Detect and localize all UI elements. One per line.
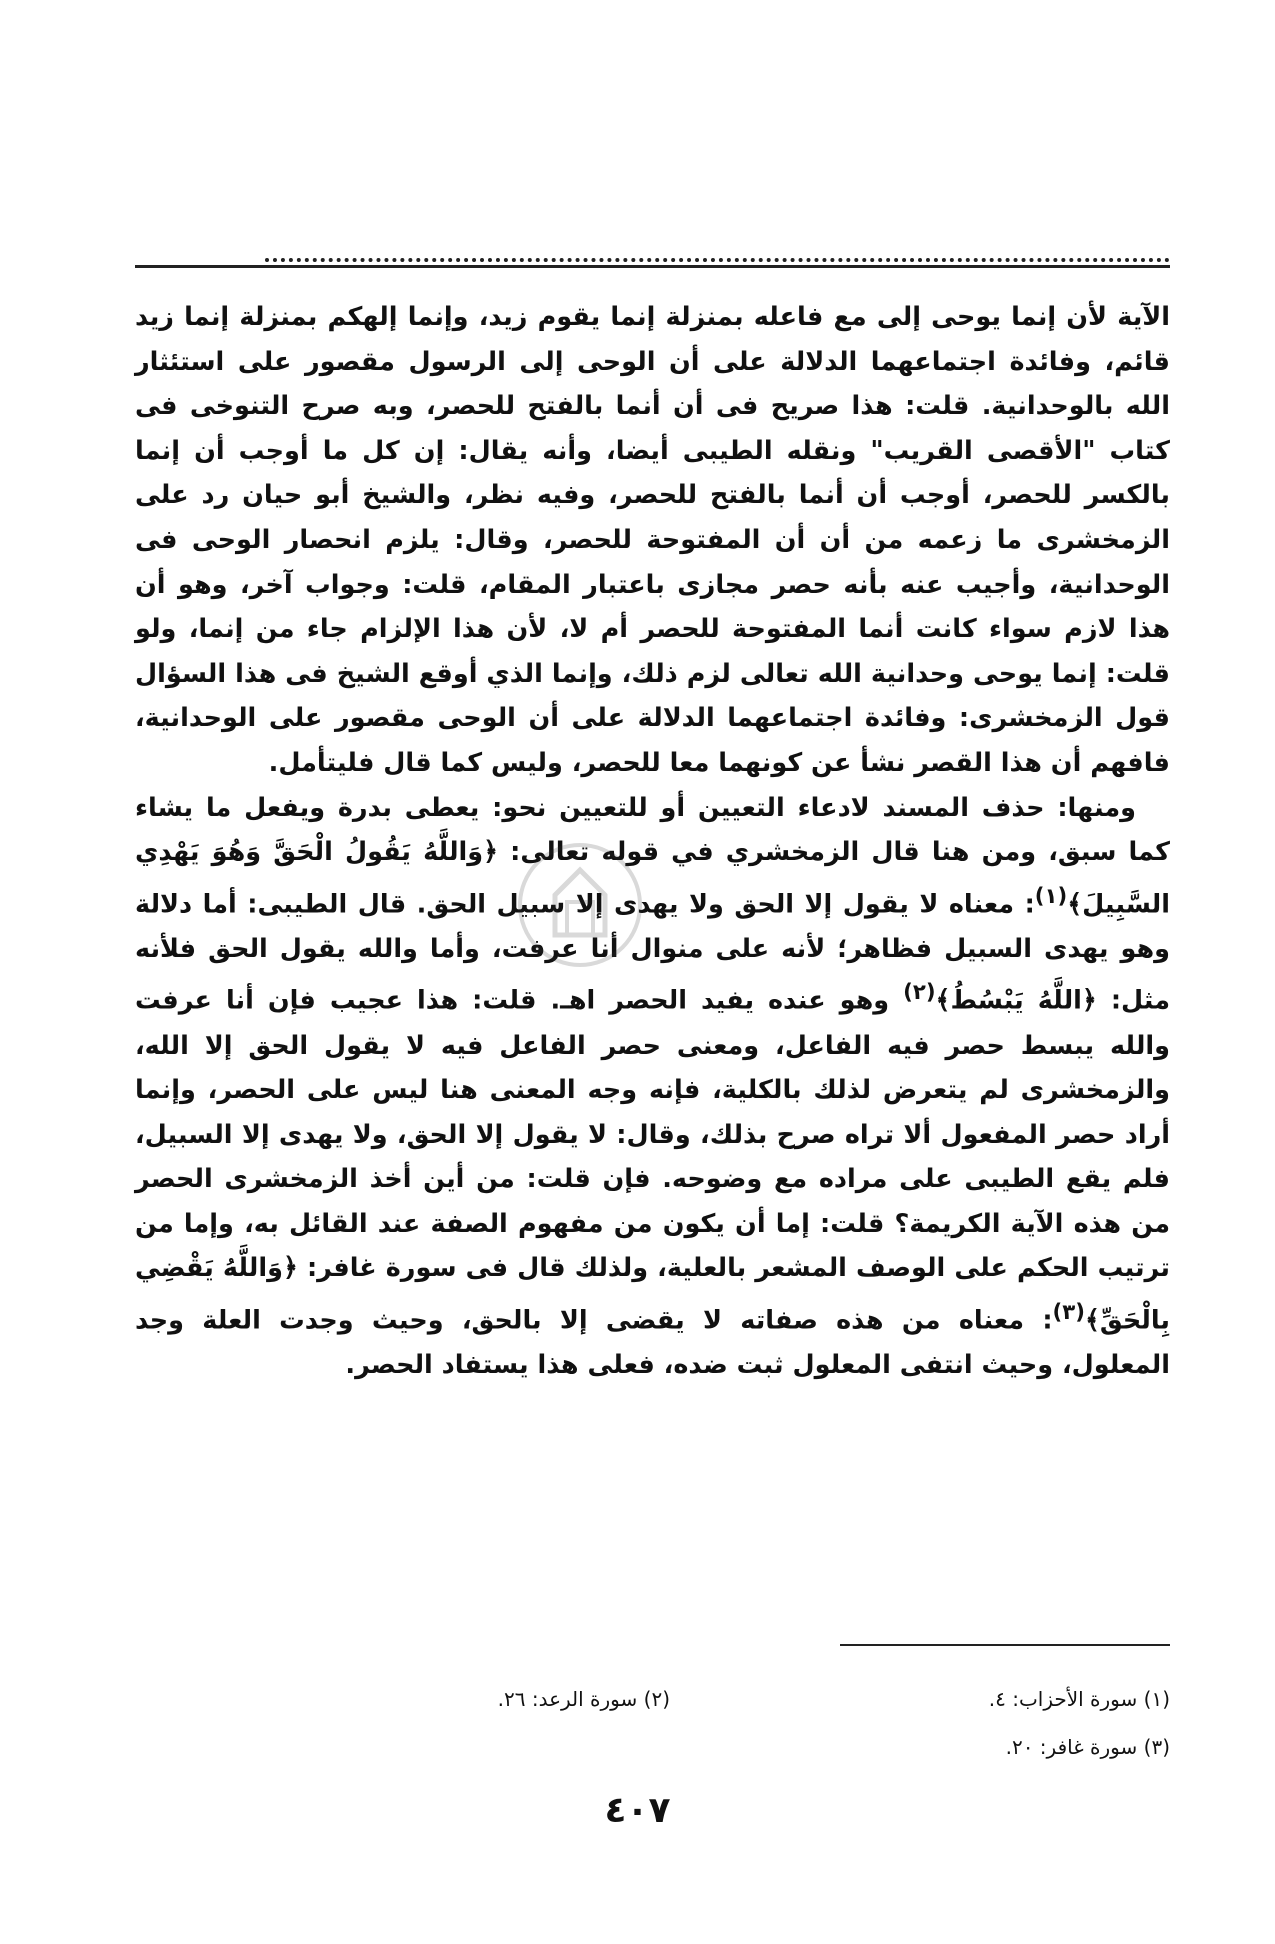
main-text — [135, 295, 1170, 1388]
paragraph-2 — [135, 786, 1170, 1388]
footnote-ref-1: (١) — [1034, 883, 1068, 909]
header-dotted-rule — [265, 258, 1170, 262]
quran-verse-1: ﴿وَاللَّهُ يَقُولُ الْحَقَّ وَهُوَ يَهْدِي السَّبِيلَ﴾ — [135, 837, 1170, 920]
header-rule — [135, 258, 1170, 270]
footnote-row-2 — [170, 1723, 1170, 1771]
paragraph-2-part-4: : معناه من هذه صفاته لا يقضى إلا بالحق، وحيث وجدت العلة وجد المعلول، وحيث انتفى المعلول ثبت ضده، فعلى هذا يستفاد الحصر. — [135, 1305, 1170, 1381]
paragraph-2-part-2: : معناه لا يقول إلا الحق ولا يهدى إلا سبيل الحق. قال الطيبى: أما دلالة وهو يهدى السبيل فظاهر؛ لأنه على منوال أنا عرفت، وأما والله يقول الحق فلأنه مثل: — [135, 889, 1170, 1016]
footnote-row-1 — [170, 1675, 1170, 1723]
footnote-ref-2: (٢) — [903, 980, 936, 1006]
paragraph-2-part-3: وهو عنده يفيد الحصر اهـ. قلت: هذا عجيب فإن أنا عرفت والله يبسط حصر فيه الفاعل، ومعنى حصر الفاعل فيه لا يقول الحق إلا الله، والزمخشرى لم يتعرض لذلك بالكلية، فإنه وجه المعنى هنا ليس على الحصر، وإنما أراد حصر المفعول ألا تراه صرح بذلك، وقال: لا يقول إلا الحق، ولا يهدى إلا السبيل، فلم يقع الطيبى على مراده مع وضوحه. فإن قلت: من أين أخذ الزمخشرى الحصر من هذه الآية الكريمة؟ قلت: إما أن يكون من مفهوم الصفة عند القائل به، وإما من ترتيب الحكم على الوصف المشعر بالعلية، ولذلك قال فى سورة غافر: — [135, 985, 1170, 1284]
footnote-ref-3: (٣) — [1052, 1300, 1085, 1326]
footnotes — [170, 1675, 1170, 1771]
footnote-separator — [840, 1644, 1170, 1646]
paragraph-1: الآية لأن إنما يوحى إلى مع فاعله بمنزلة إنما يقوم زيد، وإنما إلهكم بمنزلة إنما زيد قائم، وفائدة اجتماعهما الدلالة على أن الوحى إلى الرسول مقصور على استئثار الله بالوحدانية. قلت: هذا صريح فى أن أنما بالفتح للحصر، وبه صرح التنوخى فى كتاب "الأقصى القريب" ونقله الطيبى أيضا، وأنه يقال: إن كل ما أوجب أن إنما بالكسر للحصر، أوجب أن أنما بالفتح للحصر، وفيه نظر، والشيخ أبو حيان رد على الزمخشرى ما زعمه من أن أن المفتوحة للحصر، وقال: يلزم انحصار الوحى فى الوحدانية، وأجيب عنه بأنه حصر مجازى باعتبار المقام، قلت: وجواب آخر، وهو أن هذا لازم سواء كانت أنما المفتوحة للحصر أم لا، لأن هذا الإلزام جاء من إنما، ولو قلت: إنما يوحى وحدانية الله تعالى لزم ذلك، وإنما الذي أوقع الشيخ فى هذا السؤال قول الزمخشرى: وفائدة اجتماعهما الدلالة على أن الوحى مقصور على الوحدانية، فافهم أن هذا القصر نشأ عن كونهما معا للحصر، وليس كما قال فليتأمل. — [135, 302, 1170, 778]
footnote-3: (٣) سورة غافر: ٢٠. — [1005, 1735, 1170, 1759]
quran-verse-3: ﴿وَاللَّهُ يَقْضِي بِالْحَقِّ﴾ — [135, 1253, 1170, 1336]
footnote-1: (١) سورة الأحزاب: ٤. — [988, 1687, 1170, 1711]
paragraph-2-part-1: ومنها: حذف المسند لادعاء التعيين أو للتعيين نحو: يعطى بدرة ويفعل ما يشاء كما سبق، ومن هنا قال الزمخشري في قوله تعالى: — [135, 792, 1170, 868]
page-number: ٤٠٧ — [604, 1790, 671, 1831]
footnote-2: (٢) سورة الرعد: ٢٦. — [497, 1687, 670, 1711]
header-solid-rule — [135, 265, 1170, 268]
quran-verse-2: ﴿اللَّهُ يَبْسُطُ﴾ — [935, 985, 1097, 1016]
